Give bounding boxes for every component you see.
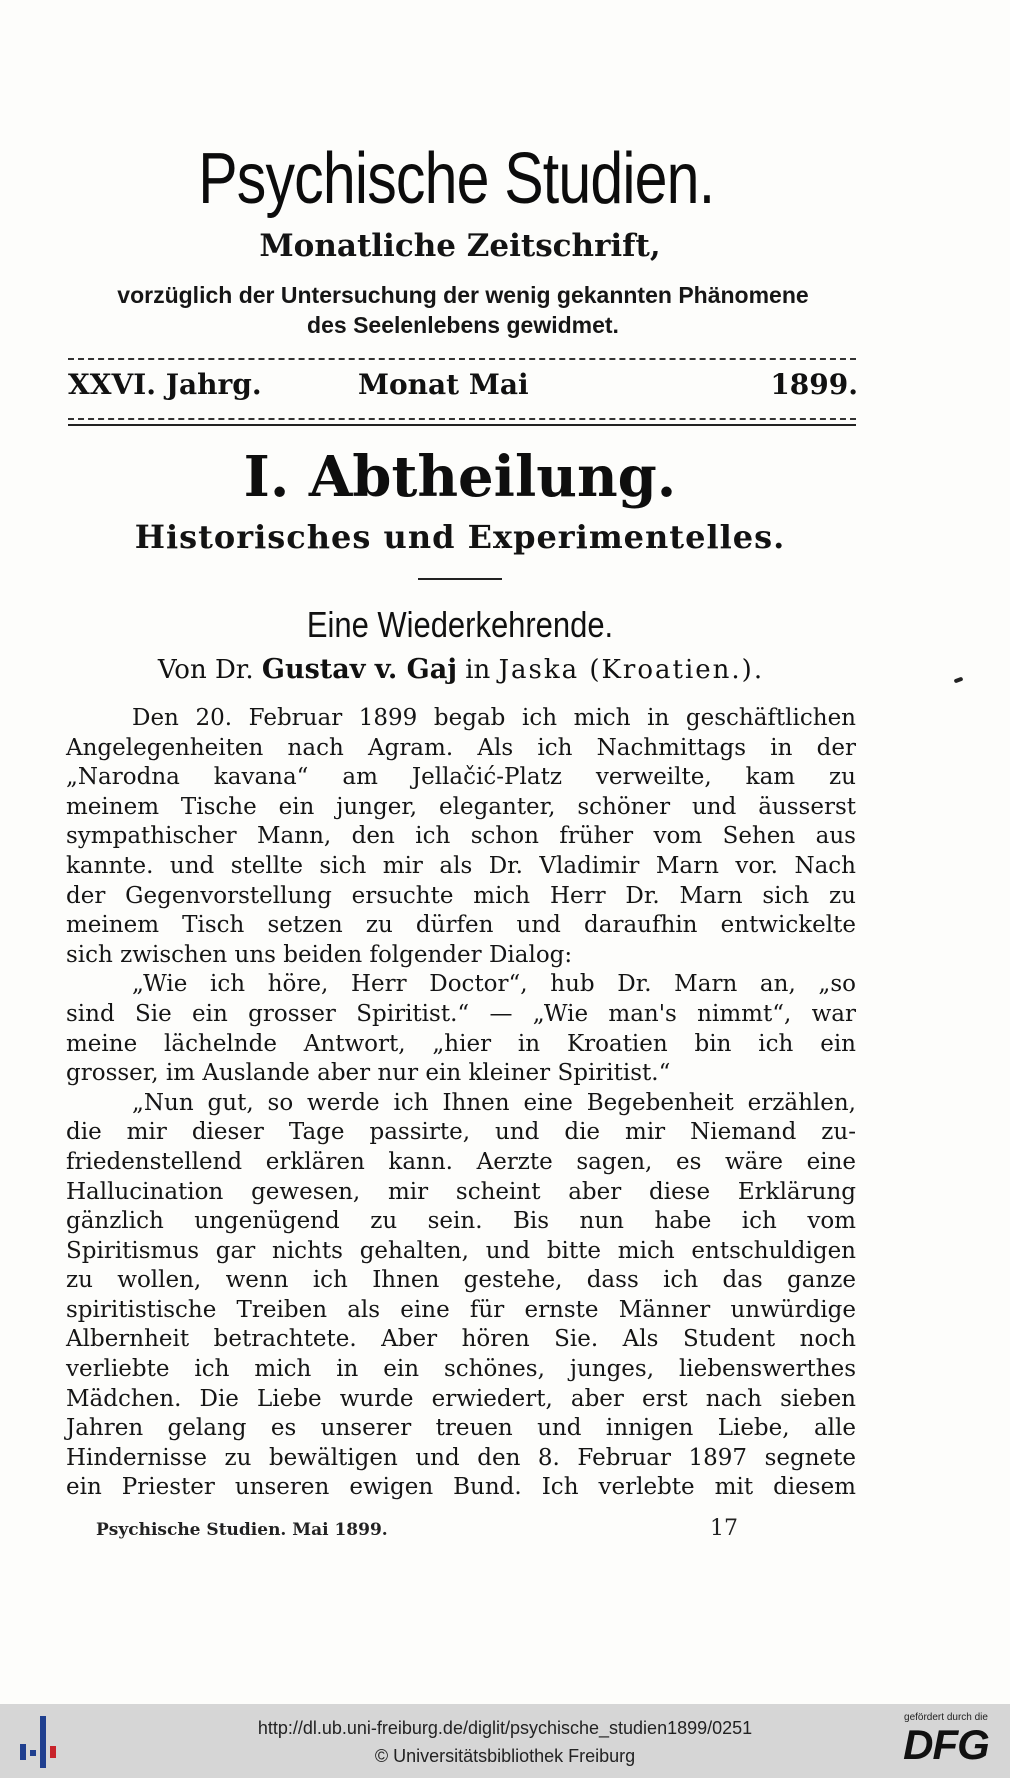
dfg-logo[interactable] — [890, 1712, 1002, 1774]
body-line: gänzlich ungenügend zu sein. Bis nun habe ich vom — [66, 1208, 856, 1235]
journal-title: Psychische Studien. — [198, 139, 715, 219]
copyright-notice: © Universitätsbibliothek Freiburg — [374, 1746, 636, 1766]
body-line: meinem Tisch setzen zu dürfen und daraufhin entwickelte — [66, 912, 856, 939]
funding-text: gefördert durch die — [904, 1712, 988, 1723]
body-line: Hindernisse zu bewältigen und den 8. Februar 1897 segnete — [66, 1444, 856, 1471]
month-label: Monat Mai — [358, 368, 529, 401]
year-label: 1899. — [770, 368, 858, 401]
tagline-line-1: vorzüglich der Untersuchung der wenig gekannten Phänomene — [117, 282, 809, 308]
body-line: Hallucination gewesen, mir scheint aber diese Erklärung — [66, 1178, 856, 1205]
body-line: Mädchen. Die Liebe wurde erwiedert, aber erst nach sieben — [66, 1385, 856, 1412]
viewer-footer-bar — [0, 1704, 1010, 1778]
byline-place: Jaska (Kroatien.) — [498, 655, 754, 685]
masthead — [68, 368, 858, 410]
dfg-logo-text: DFG — [903, 1721, 989, 1768]
body-line: kannte. und stellte sich mir als Dr. Vladimir Marn vor. Nach — [66, 852, 856, 879]
byline-prefix: Von Dr. — [157, 655, 254, 685]
byline-in: in — [465, 655, 491, 685]
body-line: die mir dieser Tage passirte, und die mir Niemand zu- — [66, 1119, 856, 1146]
body-line: „Narodna kavana“ am Jellačić-Platz verweilte, kam zu — [66, 764, 856, 791]
tagline-line-2: des Seelenlebens gewidmet. — [307, 312, 619, 338]
volume-label: XXVI. Jahrg. — [68, 368, 262, 401]
section-divider — [418, 578, 502, 580]
body-line: zu wollen, wenn ich Ihnen gestehe, dass ich das ganze — [66, 1267, 856, 1294]
masthead-rule-2 — [68, 424, 856, 426]
article-title: Eine Wiederkehrende. — [306, 604, 614, 645]
body-line: ein Priester unseren ewigen Bund. Ich verlebte mit diesem — [66, 1474, 856, 1501]
body-line: sind Sie ein grosser Spiritist.“ — „Wie man's nimmt“, war — [66, 1000, 856, 1027]
body-line: meine lächelnde Antwort, „hier in Kroatien bin ich ein — [66, 1030, 856, 1057]
body-line: spiritistische Treiben als eine für ernste Männer unwürdige — [66, 1296, 856, 1323]
body-line: der Gegenvorstellung ersuchte mich Herr Dr. Marn sich zu — [66, 882, 856, 909]
byline-dot: . — [753, 655, 763, 685]
masthead-rule-1 — [68, 418, 856, 420]
body-line: friedenstellend erklären kann. Aerzte sagen, es wäre eine — [66, 1148, 856, 1175]
body-line: „Nun gut, so werde ich Ihnen eine Begebenheit erzählen, — [132, 1089, 856, 1116]
permalink-url[interactable]: http://dl.ub.uni-freiburg.de/diglit/psychische_studien1899/0251 — [257, 1718, 753, 1738]
body-line: sich zwischen uns beiden folgender Dialog: — [66, 941, 573, 968]
running-title: Psychische Studien. Mai 1899. — [96, 1520, 388, 1540]
body-line: Den 20. Februar 1899 begab ich mich in geschäftlichen — [132, 705, 856, 731]
ink-mark — [954, 677, 964, 684]
page-footer — [96, 1516, 746, 1546]
byline — [0, 654, 920, 685]
body-line: Albernheit betrachtete. Aber hören Sie. Als Student noch — [66, 1326, 856, 1353]
byline-author: Gustav v. Gaj — [261, 654, 457, 685]
body-line: Jahren gelang es unserer treuen und innigen Liebe, alle — [66, 1415, 856, 1442]
top-rule — [68, 358, 856, 360]
body-line: verliebte ich mich in ein schönes, junges, liebenswerthes — [66, 1356, 856, 1383]
journal-tagline — [68, 280, 858, 340]
article-body — [66, 704, 856, 1503]
body-line: Spiritismus gar nichts gehalten, und bitte mich entschuldigen — [66, 1237, 856, 1264]
section-title: I. Abtheilung. — [243, 444, 677, 510]
body-line: grosser, im Auslande aber nur ein kleiner Spiritist.“ — [66, 1060, 671, 1087]
body-line: Angelegenheiten nach Agram. Als ich Nachmittags in der — [66, 734, 856, 761]
body-line: sympathischer Mann, den ich schon früher vom Sehen aus — [66, 823, 856, 850]
page-number: 17 — [710, 1516, 738, 1541]
journal-subtitle: Monatliche Zeitschrift, — [259, 228, 661, 264]
body-line: „Wie ich höre, Herr Doctor“, hub Dr. Marn an, „so — [132, 971, 856, 998]
section-subtitle: Historisches und Experimentelles. — [134, 518, 786, 556]
body-line: meinem Tische ein junger, eleganter, schöner und äusserst — [66, 793, 856, 820]
